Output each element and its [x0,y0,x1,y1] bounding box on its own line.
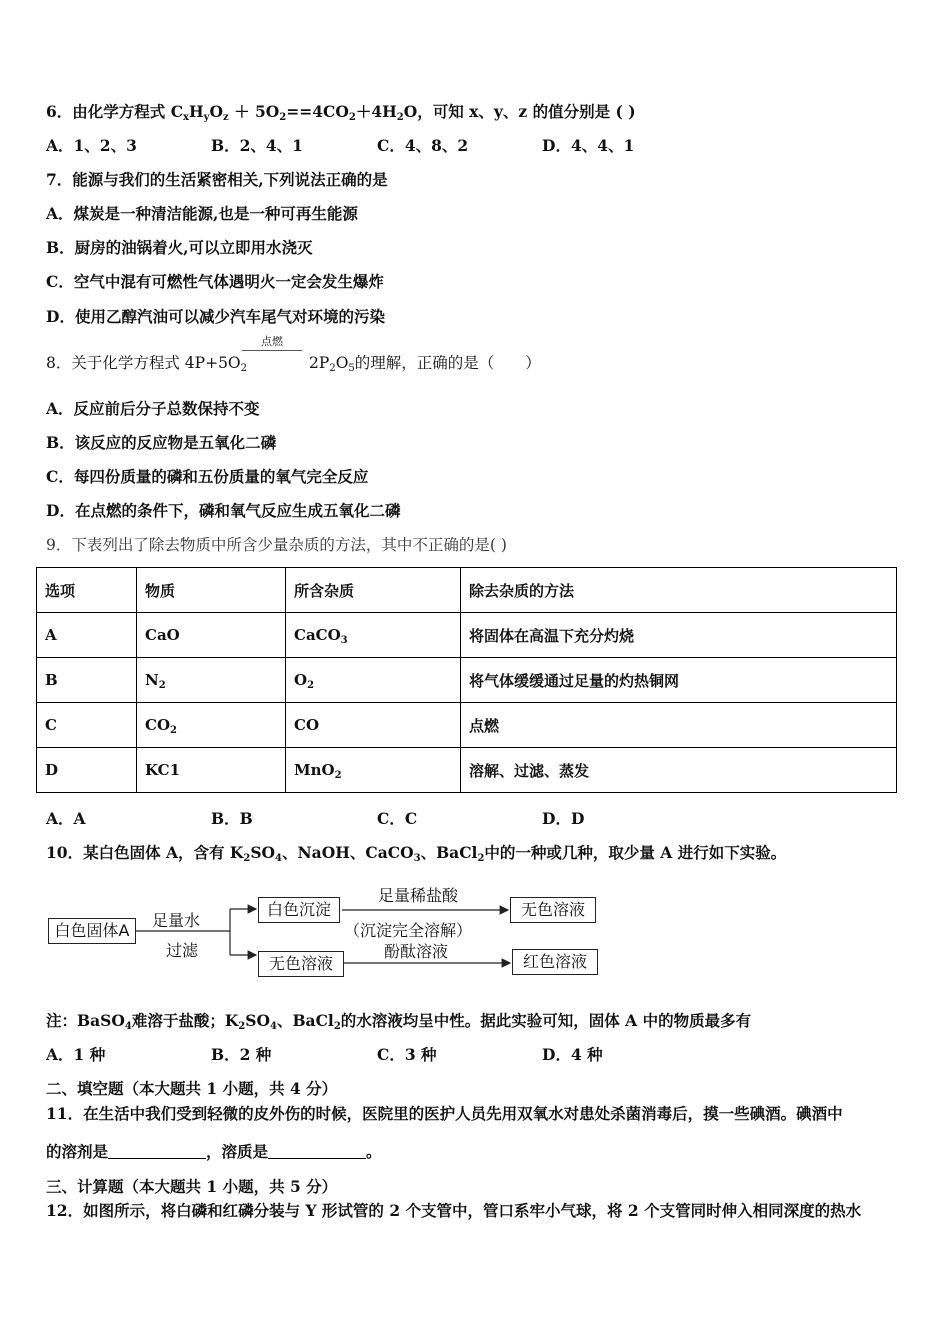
cell-option: A [37,613,137,658]
q8-condition-label: 点燃 [261,335,283,348]
flow-step1-bottom: 过滤 [166,941,199,960]
q11-line2: 的溶剂是 ，溶质是 。 [46,1142,382,1161]
q10-note: 注：BaSO$_4$难溶于盐酸；$K_2SO_4$、BaCl$_2$的水溶液均呈中性。据此实验可知，固体 A 中的物质最多有 [46,1011,752,1032]
q8-stem: 8．关于化学方程式 $4P+5O_2$ $2P_2O_5$的理解，正确的是（ ） [46,354,541,374]
cell-option: B [37,658,137,703]
flow-precipitate-box: 白色沉淀 [258,897,340,923]
q8-option-b: B．该反应的反应物是五氧化二磷 [46,433,277,452]
header-option: 选项 [37,568,137,613]
q7-stem: 7．能源与我们的生活紧密相关,下列说法正确的是 [46,170,388,189]
flow-acid-label: 足量稀盐酸 [378,886,459,905]
cell-substance: $N_2$ [137,658,286,703]
cell-option: D [37,748,137,793]
q7-option-c: C．空气中混有可燃性气体遇明火一定会发生爆炸 [46,272,384,291]
section-3-heading: 三、计算题（本大题共 1 小题，共 5 分） [46,1177,338,1196]
q7-option-b: B．厨房的油锅着火,可以立即用水浇灭 [46,238,313,257]
flow-filtrate-box: 无色溶液 [258,951,344,977]
q10-option-a: A．1 种 [46,1045,106,1064]
q8-option-a: A．反应前后分子总数保持不变 [46,399,260,418]
cell-substance: $CO_2$ [137,703,286,748]
cell-impurity: $O_2$ [286,658,461,703]
q7-option-d: D．使用乙醇汽油可以减少汽车尾气对环境的污染 [46,307,385,326]
q10-options [46,1045,906,1065]
header-substance: 物质 [137,568,286,613]
q11-line1: 11．在生活中我们受到轻微的皮外伤的时候，医院里的医护人员先用双氧水对患处杀菌消毒后，摸一些碘酒。碘酒中 [46,1104,843,1123]
q6-option-b: B．2、4、1 [211,136,303,155]
q6-option-d: D．4、4、1 [542,136,635,155]
flow-indicator-label: 酚酞溶液 [384,942,449,961]
q11-blank-solvent[interactable] [108,1142,206,1159]
cell-substance: CaO [137,613,286,658]
flow-result1-box: 无色溶液 [510,897,596,923]
q6-stem: 6．由化学方程式 $C_xH_yO_z + 5O_2==4CO_2+4H_2O$，可知 x、y、z 的值分别是 ( ) [46,102,636,123]
q7-option-a: A．煤炭是一种清洁能源,也是一种可再生能源 [46,204,358,223]
q6-option-c: C．4、8、2 [377,136,469,155]
flow-result2-box: 红色溶液 [512,949,598,975]
cell-impurity: MnO$_2$ [286,748,461,793]
q9-option-d: D．D [542,809,585,828]
q10-option-d: D．4 种 [542,1045,603,1064]
cell-impurity: CO [286,703,461,748]
flow-start-box: 白色固体A [48,918,136,944]
cell-method: 将气体缓缓通过足量的灼热铜网 [461,658,897,703]
header-method: 除去杂质的方法 [461,568,897,613]
q10-stem: 10．某白色固体 A，含有 $K_2SO_4$、NaOH、CaCO$_3$、BaCl$_2$中的一种或几种，取少量 A 进行如下实验。 [46,843,787,864]
q9-option-c: C．C [377,809,418,828]
q9-stem: 9．下表列出了除去物质中所含少量杂质的方法，其中不正确的是( ) [46,536,507,554]
q6-option-a: A．1、2、3 [46,136,137,155]
q11-blank-solute[interactable] [268,1142,366,1159]
header-impurity: 所含杂质 [286,568,461,613]
cell-impurity: CaCO$_3$ [286,613,461,658]
cell-method: 溶解、过滤、蒸发 [461,748,897,793]
q8-option-c: C．每四份质量的磷和五份质量的氧气完全反应 [46,467,369,486]
section-2-heading: 二、填空题（本大题共 1 小题，共 4 分） [46,1079,338,1098]
q9-option-b: B．B [211,809,253,828]
q10-option-c: C．3 种 [377,1045,437,1064]
cell-substance: KC1 [137,748,286,793]
flow-acid-note: （沉淀完全溶解） [344,921,473,940]
q12-line1: 12．如图所示，将白磷和红磷分装与 Y 形试管的 2 个支管中，管口系牢小气球，将 2 个支管同时伸入相同深度的热水 [46,1201,862,1220]
q9-option-a: A．A [46,809,86,828]
flow-step1-top: 足量水 [152,911,201,930]
cell-method: 点燃 [461,703,897,748]
cell-option: C [37,703,137,748]
q10-option-b: B．2 种 [211,1045,272,1064]
q8-option-d: D．在点燃的条件下，磷和氧气反应生成五氧化二磷 [46,501,401,520]
cell-method: 将固体在高温下充分灼烧 [461,613,897,658]
